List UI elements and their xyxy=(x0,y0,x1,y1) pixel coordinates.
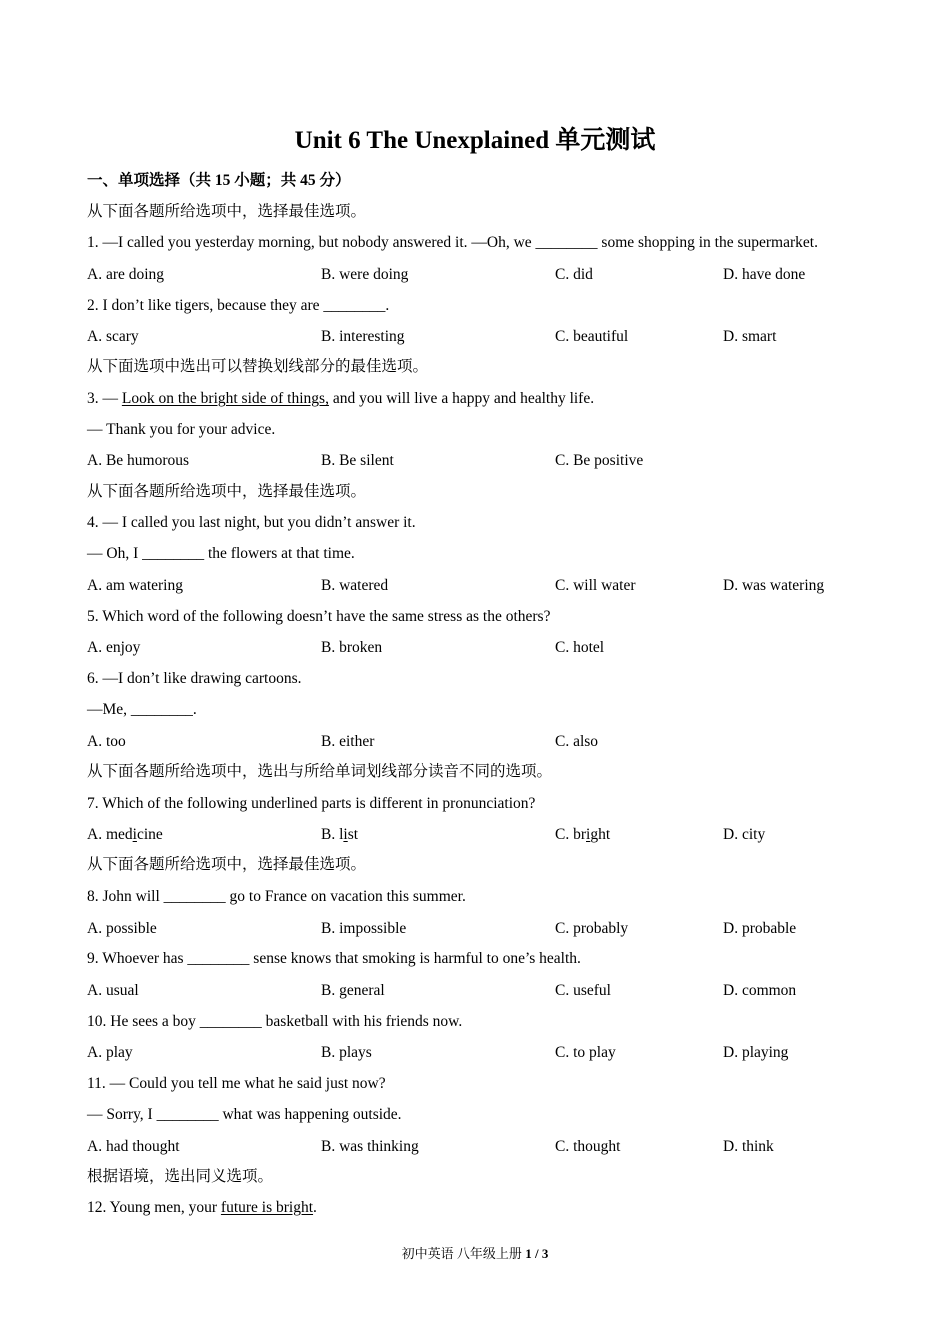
question-7: 7. Which of the following underlined parts is different in pronunciation? xyxy=(87,795,536,812)
q7-option-b xyxy=(321,824,358,846)
q7-a-post: cine xyxy=(136,826,163,843)
q7-d-pre: D. cit xyxy=(723,826,758,843)
q5-option-c: C. hotel xyxy=(555,639,605,656)
q7-a-underlined: i xyxy=(132,826,137,843)
q1-option-d: D. have done xyxy=(723,266,806,283)
question-9: 9. Whoever has ________ sense knows that smoking is harmful to one’s health. xyxy=(87,950,581,967)
q3-underlined-phrase: Look on the bright side of things, xyxy=(121,390,329,407)
q7-option-a xyxy=(87,824,163,846)
q7-b-underlined: i xyxy=(343,826,348,843)
q12-underlined-phrase: future is bright xyxy=(220,1199,314,1216)
question-3-reply: — Thank you for your advice. xyxy=(87,421,276,438)
question-4-reply: — Oh, I ________ the flowers at that time. xyxy=(87,545,355,562)
q2-option-d: D. smart xyxy=(723,328,777,345)
q12-suffix: . xyxy=(313,1199,317,1216)
instruction: 从下面各题所给选项中，选择最佳选项。 xyxy=(87,856,367,873)
question-3 xyxy=(87,388,594,410)
footer-label: 初中英语 八年级上册 xyxy=(401,1246,526,1261)
q3-option-c: C. Be positive xyxy=(555,452,644,469)
q7-c-post: ght xyxy=(590,826,611,843)
q9-option-b: B. general xyxy=(321,982,385,999)
q7-c-underlined: i xyxy=(586,826,591,843)
question-4: 4. — I called you last night, but you didn’t answer it. xyxy=(87,514,416,531)
question-12 xyxy=(87,1197,317,1219)
q10-option-a: A. play xyxy=(87,1044,133,1061)
q11-option-a: A. had thought xyxy=(87,1138,180,1155)
q9-option-d: D. common xyxy=(723,982,797,999)
question-6: 6. —I don’t like drawing cartoons. xyxy=(87,670,302,687)
q4-option-a: A. am watering xyxy=(87,577,183,594)
question-6-reply: —Me, ________. xyxy=(87,701,197,718)
q8-option-d: D. probable xyxy=(723,920,797,937)
q3-option-a: A. Be humorous xyxy=(87,452,190,469)
q7-option-d xyxy=(723,824,765,846)
question-2: 2. I don’t like tigers, because they are ________. xyxy=(87,297,390,314)
q7-a-pre: A. med xyxy=(87,826,133,843)
q4-option-d: D. was watering xyxy=(723,577,825,594)
q11-option-b: B. was thinking xyxy=(321,1138,419,1155)
question-11-reply: — Sorry, I ________ what was happening outside. xyxy=(87,1106,402,1123)
q2-option-b: B. interesting xyxy=(321,328,405,345)
q9-option-a: A. usual xyxy=(87,982,139,999)
page-footer xyxy=(0,1245,950,1263)
q3-suffix: and you will live a happy and healthy life. xyxy=(328,390,595,407)
footer-page-number: 1 xyxy=(525,1246,532,1261)
q8-option-c: C. probably xyxy=(555,920,629,937)
q2-option-c: C. beautiful xyxy=(555,328,629,345)
q4-option-c: C. will water xyxy=(555,577,636,594)
instruction: 从下面各题所给选项中，选出与所给单词划线部分读音不同的选项。 xyxy=(87,763,553,780)
page-title: Unit 6 The Unexplained 单元测试 xyxy=(294,127,656,154)
q7-b-pre: B. l xyxy=(321,826,344,843)
q10-option-b: B. plays xyxy=(321,1044,372,1061)
question-11: 11. — Could you tell me what he said just now? xyxy=(87,1075,386,1092)
q7-c-pre: C. br xyxy=(555,826,586,843)
q4-option-b: B. watered xyxy=(321,577,389,594)
question-8: 8. John will ________ go to France on vacation this summer. xyxy=(87,888,466,905)
q1-option-b: B. were doing xyxy=(321,266,409,283)
q10-option-d: D. playing xyxy=(723,1044,789,1061)
q12-prefix: 12. Young men, your xyxy=(87,1199,221,1216)
q10-option-c: C. to play xyxy=(555,1044,616,1061)
q6-option-c: C. also xyxy=(555,733,599,750)
question-10: 10. He sees a boy ________ basketball with his friends now. xyxy=(87,1013,463,1030)
q5-option-b: B. broken xyxy=(321,639,383,656)
q2-option-a: A. scary xyxy=(87,328,139,345)
q5-option-a: A. enjoy xyxy=(87,639,141,656)
q8-option-a: A. possible xyxy=(87,920,157,937)
q3-prefix: 3. — xyxy=(87,390,122,407)
q7-d-letter: y xyxy=(757,826,766,843)
section-heading: 一、单项选择（共 15 小题；共 45 分） xyxy=(87,172,351,189)
q9-option-c: C. useful xyxy=(555,982,611,999)
instruction: 从下面选项中选出可以替换划线部分的最佳选项。 xyxy=(87,358,429,375)
q3-option-b: B. Be silent xyxy=(321,452,394,469)
q11-option-c: C. thought xyxy=(555,1138,621,1155)
instruction: 从下面各题所给选项中，选择最佳选项。 xyxy=(87,203,367,220)
q6-option-a: A. too xyxy=(87,733,126,750)
footer-separator: / xyxy=(531,1246,542,1261)
q8-option-b: B. impossible xyxy=(321,920,407,937)
q1-option-a: A. are doing xyxy=(87,266,165,283)
q7-option-c xyxy=(555,824,610,846)
question-1: 1. —I called you yesterday morning, but nobody answered it. —Oh, we ________ some shopping in the supermarket. xyxy=(87,234,818,251)
q1-option-c: C. did xyxy=(555,266,593,283)
question-5: 5. Which word of the following doesn’t have the same stress as the others? xyxy=(87,608,551,625)
q7-b-post: st xyxy=(347,826,359,843)
q6-option-b: B. either xyxy=(321,733,375,750)
q11-option-d: D. think xyxy=(723,1138,774,1155)
instruction: 从下面各题所给选项中，选择最佳选项。 xyxy=(87,483,367,500)
footer-page-total: 3 xyxy=(541,1246,549,1261)
instruction: 根据语境，选出同义选项。 xyxy=(87,1168,274,1185)
